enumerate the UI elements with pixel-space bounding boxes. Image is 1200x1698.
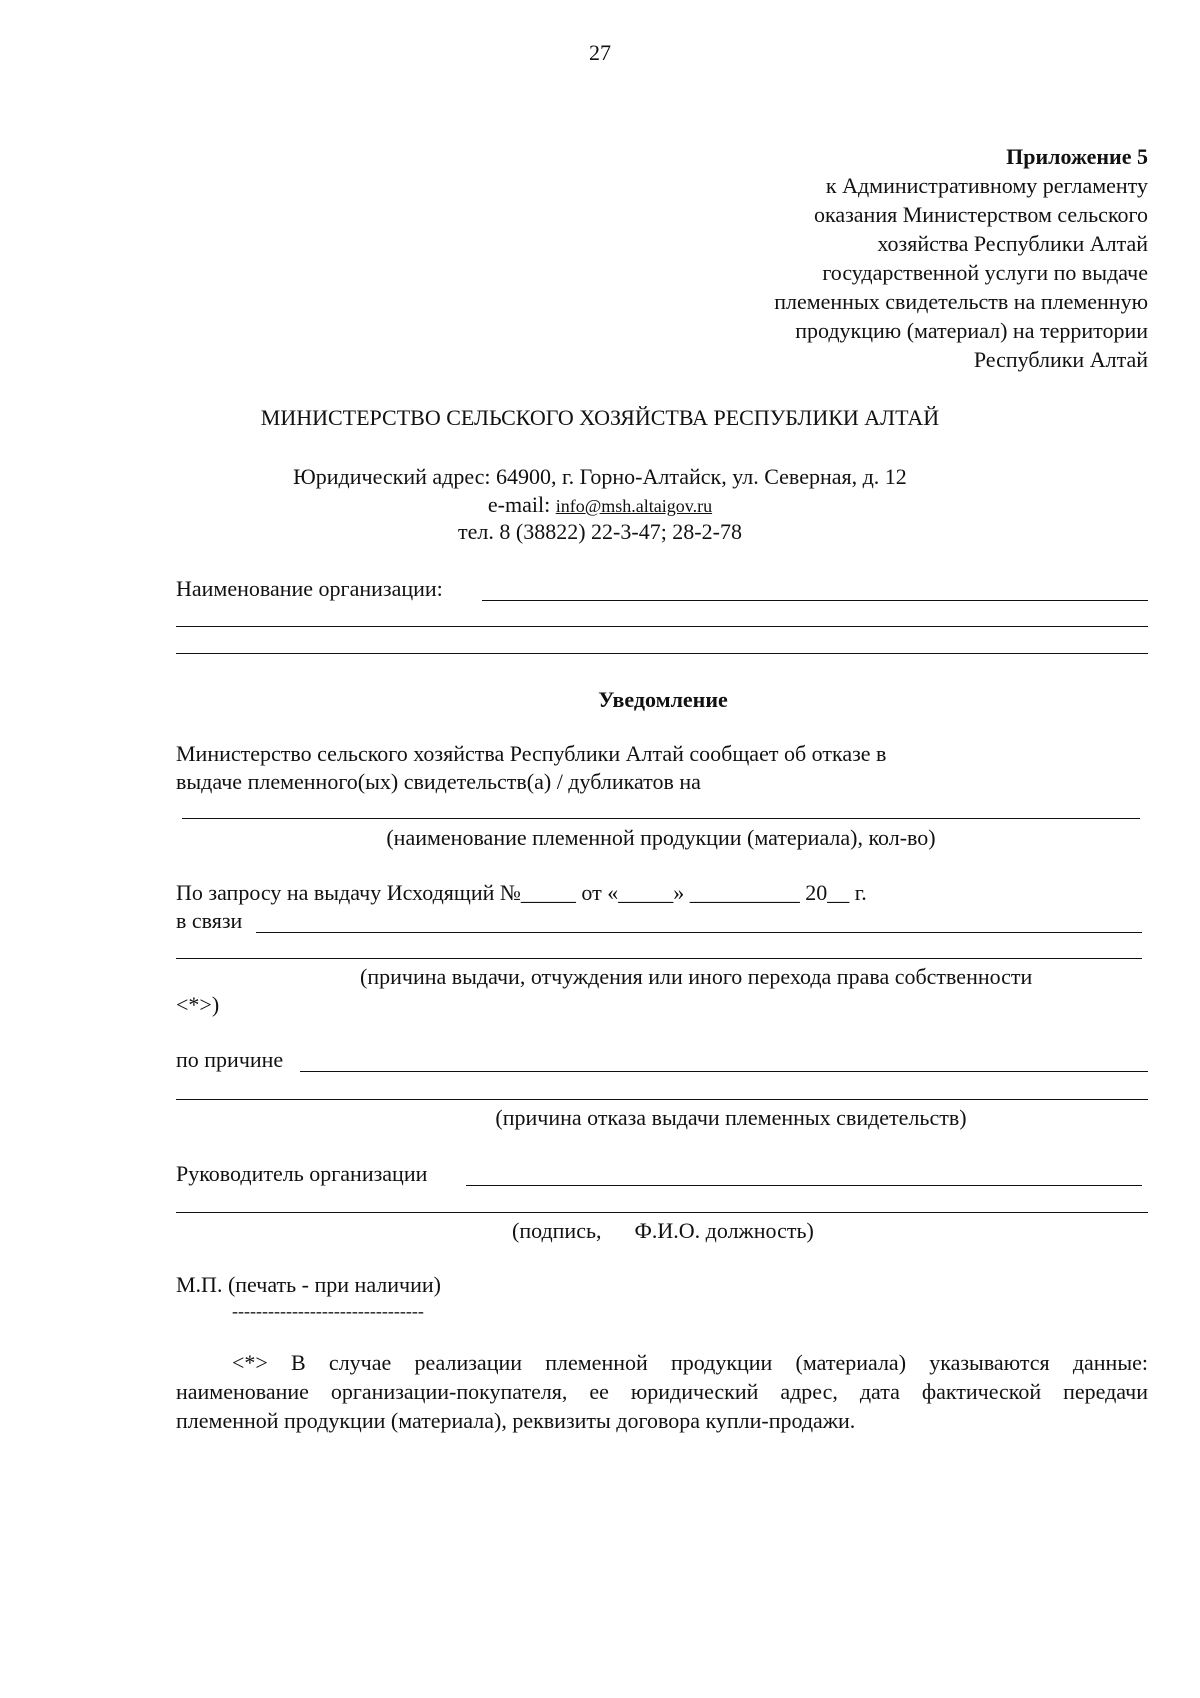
ministry-email-row — [0, 492, 1200, 519]
in-connection-label: в связи — [176, 908, 243, 933]
appendix-line: племенных свидетельств на племенную — [774, 289, 1148, 314]
org-name-field-line3[interactable] — [176, 653, 1148, 654]
intro-line: выдаче племенного(ых) свидетельств(а) / дубликатов на — [176, 769, 701, 794]
stamp-label: М.П. (печать - при наличии) — [176, 1272, 441, 1297]
email-label: e-mail: — [487, 492, 551, 517]
due-to-field[interactable] — [300, 1071, 1148, 1072]
appendix-line: государственной услуги по выдаче — [822, 260, 1148, 285]
org-name-field[interactable] — [482, 600, 1148, 601]
footnote-line: племенной продукции (материала), реквизиты договора купли-продажи. — [176, 1408, 856, 1433]
ministry-name: МИНИСТЕРСТВО СЕЛЬСКОГО ХОЗЯЙСТВА РЕСПУБЛИКИ АЛТАЙ — [260, 405, 940, 430]
appendix-title: Приложение 5 — [1006, 144, 1148, 169]
product-caption: (наименование племенной продукции (материала), кол-во) — [386, 825, 936, 850]
appendix-line: хозяйства Республики Алтай — [877, 231, 1148, 256]
appendix-line: Республики Алтай — [973, 347, 1148, 372]
in-connection-field[interactable] — [256, 932, 1142, 933]
reason-caption-end: <*>) — [176, 992, 220, 1017]
ministry-phone: тел. 8 (38822) 22-3-47; 28-2-78 — [458, 519, 742, 544]
org-name-field-line2[interactable] — [176, 626, 1148, 627]
request-line: По запросу на выдачу Исходящий №_____ от «_____» __________ 20__ г. — [176, 880, 867, 905]
ministry-address: Юридический адрес: 64900, г. Горно-Алтайск, ул. Северная, д. 12 — [293, 464, 907, 489]
email-link[interactable]: info@msh.altaigov.ru — [555, 496, 713, 516]
due-to-label: по причине — [176, 1047, 284, 1072]
footnote-separator: -------------------------------- — [232, 1301, 424, 1321]
reason-caption: (причина выдачи, отчуждения или иного перехода права собственности — [360, 964, 1033, 989]
refusal-caption: (причина отказа выдачи племенных свидетельств) — [495, 1105, 967, 1130]
head-field[interactable] — [466, 1185, 1142, 1186]
appendix-line: оказания Министерством сельского — [813, 202, 1148, 227]
signature-caption: (подпись, Ф.И.О. должность) — [512, 1218, 814, 1243]
product-field[interactable] — [182, 818, 1140, 819]
appendix-line: к Административному регламенту — [825, 173, 1148, 198]
page-number: 27 — [589, 40, 611, 65]
org-name-label: Наименование организации: — [176, 576, 443, 601]
notice-title: Уведомление — [598, 687, 728, 712]
in-connection-field-line2[interactable] — [176, 958, 1142, 959]
head-field-line2[interactable] — [176, 1212, 1148, 1213]
footnote-line: <*> В случае реализации племенной продукции (материала) указываются данные: — [232, 1350, 1148, 1375]
due-to-field-line2[interactable] — [176, 1099, 1148, 1100]
footnote-line: наименование организации-покупателя, ее юридический адрес, дата фактической передачи — [176, 1379, 1148, 1404]
appendix-line: продукцию (материал) на территории — [795, 318, 1148, 343]
intro-line: Министерство сельского хозяйства Республики Алтай сообщает об отказе в — [176, 741, 887, 766]
head-label: Руководитель организации — [176, 1161, 428, 1186]
